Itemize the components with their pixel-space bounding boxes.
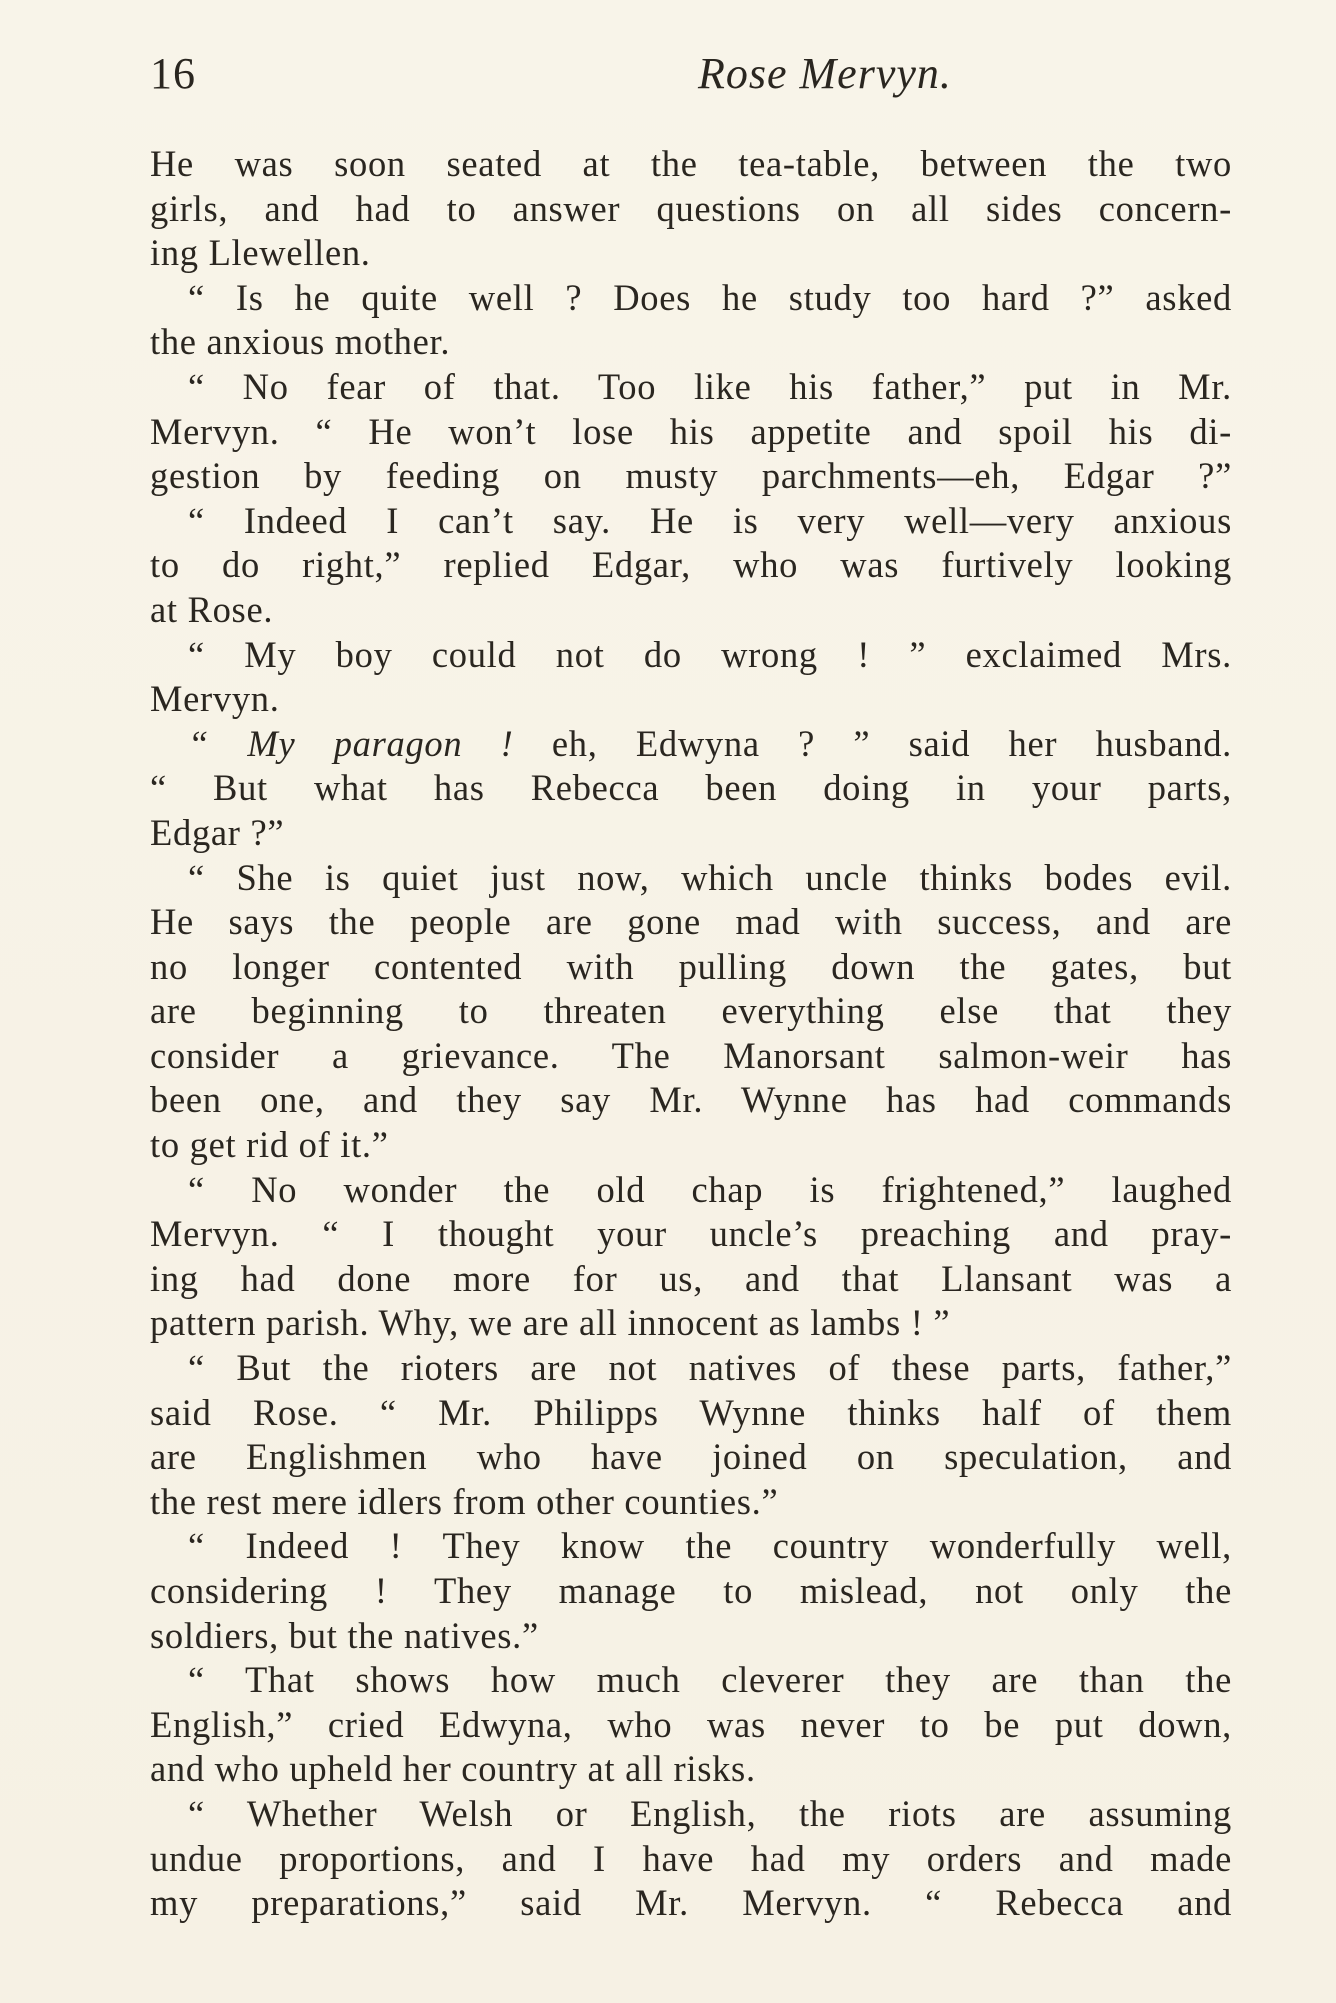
text-line: ing Llewellen.: [150, 232, 371, 274]
text-line: considering ! They manage to mislead, not only the: [150, 1570, 1232, 1611]
page-header: [150, 48, 1230, 108]
text-line: “ Indeed ! They know the country wonderfully well,: [188, 1525, 1232, 1567]
text-line: Mervyn.: [150, 678, 280, 720]
text-line: my preparations,” said Mr. Mervyn. “ Rebecca and: [150, 1882, 1232, 1924]
text-line: to get rid of it.”: [150, 1124, 389, 1166]
text-line: “ But the rioters are not natives of these parts, father,”: [188, 1347, 1232, 1389]
text-line: “ But what has Rebecca been doing in your parts,: [150, 767, 1232, 809]
text-line: Mervyn. “ He won’t lose his appetite and spoil his di-: [150, 410, 1232, 452]
text-line: “ That shows how much cleverer they are than the: [188, 1659, 1232, 1701]
text-line: the rest mere idlers from other counties.”: [150, 1480, 779, 1522]
text-line: to do right,” replied Edgar, who was furtively looking: [150, 544, 1232, 586]
text-line: no longer contented with pulling down the gates, but: [150, 945, 1232, 987]
text-line: “ She is quiet just now, which uncle thinks bodes evil.: [188, 856, 1232, 898]
text-line: at Rose.: [150, 588, 274, 630]
text-line: “ No wonder the old chap is frightened,” laughed: [188, 1168, 1232, 1210]
text-line: “ No fear of that. Too like his father,” put in Mr.: [188, 365, 1232, 407]
text-line: are beginning to threaten everything else that they: [150, 990, 1232, 1032]
text-line: Edgar ?”: [150, 811, 285, 853]
text-line: and who upheld her country at all risks.: [150, 1748, 756, 1790]
text-line: “ Whether Welsh or English, the riots are assuming: [188, 1792, 1232, 1834]
text-line: “ My boy could not do wrong ! ” exclaimed Mrs.: [188, 633, 1232, 675]
text-line: Mervyn. “ I thought your uncle’s preaching and pray-: [150, 1213, 1232, 1255]
text-line: the anxious mother.: [150, 321, 451, 363]
text-line-with-italic: [150, 722, 1232, 767]
page-number: 16: [150, 49, 196, 98]
text-line: He was soon seated at the tea-table, between the two: [150, 143, 1232, 184]
running-title: Rose Mervyn.: [698, 49, 952, 98]
text-line: He says the people are gone mad with success, and are: [150, 901, 1232, 943]
text-line: are Englishmen who have joined on speculation, and: [150, 1436, 1232, 1478]
italic-phrase: “ My paragon !: [188, 722, 514, 764]
text-line: girls, and had to answer questions on all sides concern-: [150, 187, 1232, 229]
text-line: soldiers, but the natives.”: [150, 1614, 539, 1656]
text-line: English,” cried Edwyna, who was never to be put down,: [150, 1703, 1232, 1745]
text-line: consider a grievance. The Manorsant salmon-weir has: [150, 1034, 1232, 1076]
text-line: said Rose. “ Mr. Philipps Wynne thinks half of them: [150, 1391, 1232, 1433]
text-line: pattern parish. Why, we are all innocent as lambs ! ”: [150, 1302, 951, 1344]
text-line: “ Is he quite well ? Does he study too hard ?” asked: [188, 276, 1232, 318]
text-line: gestion by feeding on musty parchments—eh, Edgar ?”: [150, 455, 1232, 497]
text-line: been one, and they say Mr. Wynne has had commands: [150, 1079, 1232, 1121]
text-line: undue proportions, and I have had my orders and made: [150, 1837, 1232, 1879]
text-line-rest: eh, Edwyna ? ” said her husband.: [551, 722, 1232, 764]
body-text: [150, 142, 1232, 1926]
text-line: “ Indeed I can’t say. He is very well—very anxious: [188, 499, 1232, 541]
text-line: ing had done more for us, and that Llansant was a: [150, 1257, 1232, 1299]
